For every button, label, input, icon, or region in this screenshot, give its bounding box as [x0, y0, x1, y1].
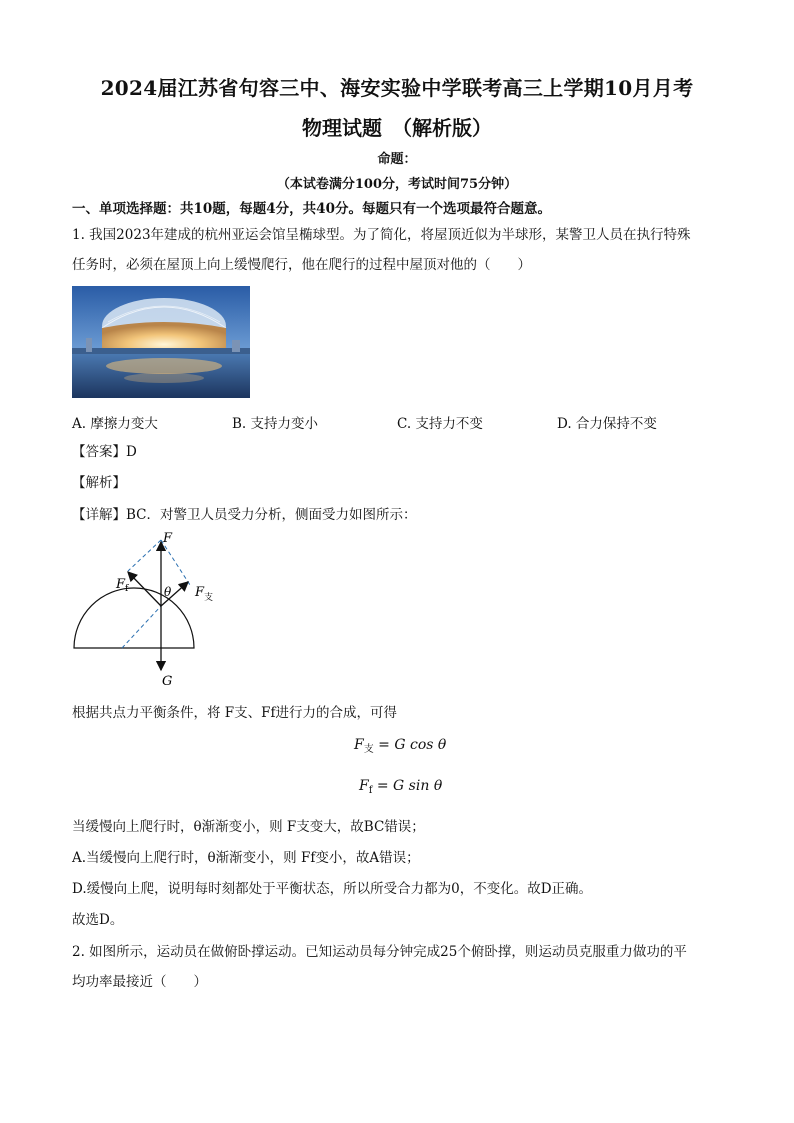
q1-synthesis: 根据共点力平衡条件，将 F支、Ff进行力的合成，可得	[72, 705, 398, 721]
q1-conclusion: 故选D。	[72, 912, 124, 928]
label-G: G	[162, 674, 173, 689]
section-title: 一、单项选择题：共10题，每题4分，共40分。每题只有一个选项最符合题意。	[72, 201, 551, 217]
label-Fz: F	[195, 585, 205, 600]
label-Fz-sub: 支	[204, 593, 214, 603]
q1-option-b: B. 支持力变小	[232, 416, 319, 432]
q1-detail: 【详解】BC．对警卫人员受力分析，侧面受力如图所示：	[72, 507, 417, 523]
exam-info: （本试卷满分100分，考试时间75分钟）	[276, 177, 518, 192]
document-title-line2: 物理试题 （解析版）	[302, 116, 492, 140]
q1-option-d: D. 合力保持不变	[557, 416, 657, 432]
force-diagram	[60, 530, 240, 690]
hemisphere-shape	[74, 588, 194, 648]
q1-line-d: D.缓慢向上爬，说明每时刻都处于平衡状态，所以所受合力都为0，不变化。故D正确。	[72, 881, 593, 897]
q1-line-bc: 当缓慢向上爬行时，θ渐渐变小，则 F支变大，故BC错误；	[72, 819, 425, 835]
q2-stem-line2: 均功率最接近（ ）	[72, 974, 207, 990]
q1-answer: 【答案】D	[72, 444, 137, 460]
q1-option-a: A. 摩擦力变大	[72, 416, 158, 432]
force-friction-arrow	[128, 572, 161, 606]
q1-analysis-label: 【解析】	[72, 475, 126, 491]
document-title-line1: 2024届江苏省句容三中、海安实验中学联考高三上学期10月月考	[100, 76, 694, 100]
q2-stem-line1: 2. 如图所示，运动员在做俯卧撑运动。已知运动员每分钟完成25个俯卧撑，则运动员克服重力做功的平	[72, 944, 687, 960]
q1-line-a: A.当缓慢向上爬行时，θ渐渐变小，则 Ff变小，故A错误；	[72, 850, 420, 866]
stadium-photo	[72, 286, 250, 398]
equation-2: $F_f = G$ sin θ	[359, 778, 443, 796]
q1-option-c: C. 支持力不变	[397, 416, 483, 432]
q1-stem-line1: 1. 我国2023年建成的杭州亚运会馆呈椭球型。为了简化，将屋顶近似为半球形，某警卫人员在执行特殊	[72, 227, 691, 243]
label-F: F	[163, 531, 173, 546]
q1-stem-line2: 任务时，必须在屋顶上向上缓慢爬行，他在爬行的过程中屋顶对他的（ ）	[72, 257, 531, 273]
equation-1: $F_支 = G$ cos θ	[354, 737, 447, 755]
author-line: 命题：	[377, 152, 417, 167]
label-theta: θ	[164, 585, 172, 599]
label-Ff-sub: f	[125, 584, 129, 594]
label-Ff: F	[116, 577, 126, 592]
